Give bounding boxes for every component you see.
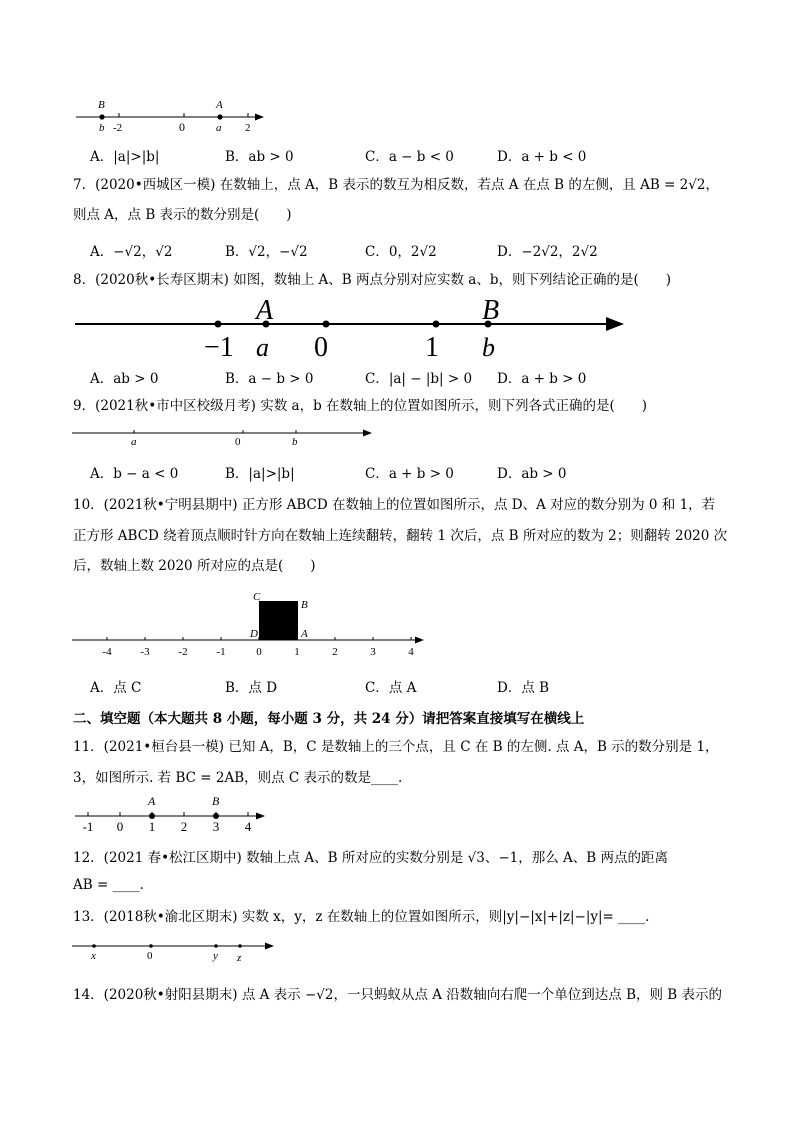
arrow-icon [415,637,424,644]
tick-m1-dot [215,321,222,328]
tick-0: 0 [179,120,185,134]
tick-label: 1 [294,646,300,658]
label-B: B [212,794,220,808]
label-b: b [292,436,298,448]
q12-stem-line1: 12．(2021 春•松江区期中) 数轴上点 A、B 所对应的实数分别是 √3、−1，那么 A、B 两点的距离 [73,850,669,866]
tick-label: -3 [140,646,150,658]
tick-label: 3 [212,819,220,834]
label-a: a [216,122,222,134]
label-C: C [253,591,261,603]
q9-number-line [70,424,375,454]
label-A: A [301,628,308,640]
tick-label: -4 [102,646,112,658]
q9-option-a: A．b − a < 0 [90,466,179,482]
arrow-icon [256,813,265,820]
point-x [92,944,96,948]
q6-option-a: A．|a|>|b| [90,149,160,165]
q8-option-b: B．a − b > 0 [225,371,314,387]
label-A: A [216,99,223,111]
label-A: A [256,295,274,326]
label-a: a [256,333,269,362]
q7-option-d: D．−2√2，2√2 [497,244,598,260]
q6-option-c: C．a − b < 0 [365,149,454,165]
tick-0-dot [149,944,153,948]
tick-m2: -2 [113,122,123,134]
arrow-icon [255,114,264,121]
q10-option-a: A．点 C [90,680,142,696]
tick-1-dot [433,321,440,328]
tick-label: -1 [216,646,226,658]
arrow-icon [265,943,274,950]
tick-label: 0 [116,819,124,834]
q9-option-c: C．a + b > 0 [365,466,454,482]
q7-stem-line1: 7．(2020•西城区一模) 在数轴上，点 A，B 表示的数互为相反数，若点 A 在点 B 的左侧，且 AB = 2√2， [73,177,719,193]
tick-label: 0 [256,646,262,658]
tick-label: 4 [408,646,414,658]
tick-0: 0 [314,332,328,363]
tick-label: 4 [244,819,252,834]
point-b [99,114,104,119]
tick-m1: −1 [204,332,234,363]
q10-option-c: C．点 A [365,680,417,696]
q8-stem: 8．(2020秋•长寿区期末) 如图，数轴上 A、B 两点分别对应实数 a、b，则下列结论正确的是( ) [73,272,672,288]
q10-number-line [70,588,430,658]
tick-label: -2 [178,646,188,658]
point-y [214,944,218,948]
label-b: b [482,333,495,362]
q10-option-d: D．点 B [497,680,550,696]
label-x: x [91,950,96,962]
tick-label: -1 [82,819,94,834]
square-abcd [259,601,298,640]
q11-stem-line2: 3，如图所示. 若 BC = 2AB，则点 C 表示的数是____. [73,770,403,786]
point-a [217,114,222,119]
q7-option-b: B．√2，−√2 [225,244,308,260]
q14-stem: 14．(2020秋•射阳县期末) 点 A 表示 −√2，一只蚂蚁从点 A 沿数轴向右爬一个单位到达点 B，则 B 表示的 [73,987,722,1003]
label-a: a [131,436,137,448]
label-B: B [98,99,105,111]
q13-number-line [70,937,280,967]
q7-option-a: A．−√2，√2 [90,244,173,260]
q8-number-line [70,293,630,363]
tick-0: 0 [147,950,153,962]
q10-stem-line1: 10．(2021秋•宁明县期中) 正方形 ABCD 在数轴上的位置如图所示，点 D、A 对应的数分别为 0 和 1，若 [73,497,716,513]
q10-stem-line2: 正方形 ABCD 绕着顶点顺时针方向在数轴上连续翻转，翻转 1 次后，点 B 所对应的数为 2；则翻转 2020 次 [73,528,728,544]
q6-number-line [70,95,270,137]
label-A: A [148,794,156,808]
q7-option-c: C．0，2√2 [365,244,437,260]
q9-option-d: D．ab > 0 [497,466,567,482]
point-z [238,944,242,948]
q10-option-b: B．点 D [225,680,278,696]
tick-0-dot [323,321,330,328]
arrow-icon [363,430,372,437]
label-z: z [237,952,242,964]
q9-option-b: B．|a|>|b| [225,466,295,482]
label-D: D [250,628,258,640]
section-heading: 二、填空题（本大题共 8 小题，每小题 3 分，共 24 分）请把答案直接填写在横线上 [73,711,585,727]
q8-option-d: D．a + b > 0 [497,371,587,387]
label-B: B [482,295,500,326]
tick-label: 2 [332,646,338,658]
label-B: B [301,599,308,611]
q13-stem: 13．(2018秋•渝北区期末) 实数 x，y，z 在数轴上的位置如图所示，则|y|−|x|+|z|−|y|= ____. [73,909,650,925]
q8-option-a: A．ab > 0 [90,371,159,387]
label-y: y [213,950,218,962]
arrow-icon [606,317,624,331]
q7-stem-line2: 则点 A，点 B 表示的数分别是( ) [73,207,292,223]
q8-option-c: C．|a| − |b| > 0 [365,371,473,387]
q11-stem-line1: 11．(2021•桓台县一模) 已知 A，B，C 是数轴上的三个点，且 C 在 B 的左侧. 点 A，B 示的数分别是 1， [73,739,719,755]
label-b: b [99,122,105,134]
tick-label: 3 [370,646,376,658]
tick-label: 2 [180,819,188,834]
tick-2: 2 [245,122,251,134]
tick-label: 1 [148,819,156,834]
q6-option-d: D．a + b < 0 [497,149,587,165]
tick-0: 0 [235,436,241,448]
q10-stem-line3: 后，数轴上数 2020 所对应的点是( ) [73,558,316,574]
q11-number-line [70,793,270,835]
q9-stem: 9．(2021秋•市中区校级月考) 实数 a，b 在数轴上的位置如图所示，则下列各式正确的是( ) [73,398,648,414]
tick-1: 1 [425,332,439,363]
q6-option-b: B．ab > 0 [225,149,294,165]
q12-stem-line2: AB = ____. [73,877,144,893]
